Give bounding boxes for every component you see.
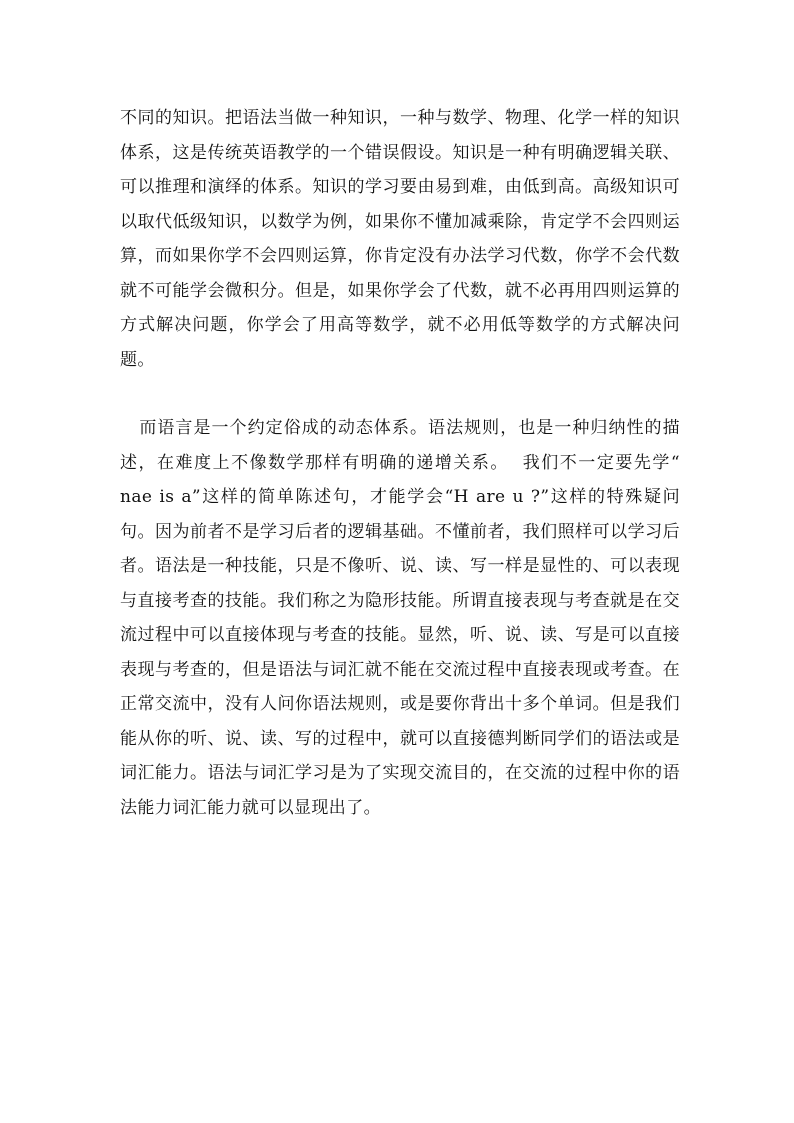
paragraph-1: 不同的知识。把语法当做一种知识，一种与数学、物理、化学一样的知识体系，这是传统英语教学的一个错误假设。知识是一种有明确逻辑关联、可以推理和演绎的体系。知识的学习要由易到难，由低到高。高级知识可以取代低级知识，以数学为例，如果你不懂加减乘除，肯定学不会四则运算，而如果你学不会四则运算，你肯定没有办法学习代数，你学不会代数就不可能学会微积分。但是，如果你学会了代数，就不必再用四则运算的方式解决问题，你学会了用高等数学，就不必用低等数学的方式解决问题。 — [120, 108, 680, 370]
document-body — [120, 101, 686, 825]
paragraph-2: 而语言是一个约定俗成的动态体系。语法规则，也是一种归纳性的描述，在难度上不像数学那样有明确的递增关系。 我们不一定要先学“ nae is a”这样的简单陈述句，才能学会“H are u ?”这样的特殊疑问句。因为前者不是学习后者的逻辑基础。不懂前者，我们照样可以学习后者。语法是一种技能，只是不像听、说、读、写一样是显性的、可以表现与直接考查的技能。我们称之为隐形技能。所谓直接表现与考查就是在交流过程中可以直接体现与考查的技能。显然，听、说、读、写是可以直接表现与考查的，但是语法与词汇就不能在交流过程中直接表现或考查。在正常交流中，没有人问你语法规则，或是要你背出十多个单词。但是我们能从你的听、说、读、写的过程中，就可以直接德判断同学们的语法或是词汇能力。语法与词汇学习是为了实现交流目的，在交流的过程中你的语法能力词汇能力就可以显现出了。 — [120, 418, 686, 818]
